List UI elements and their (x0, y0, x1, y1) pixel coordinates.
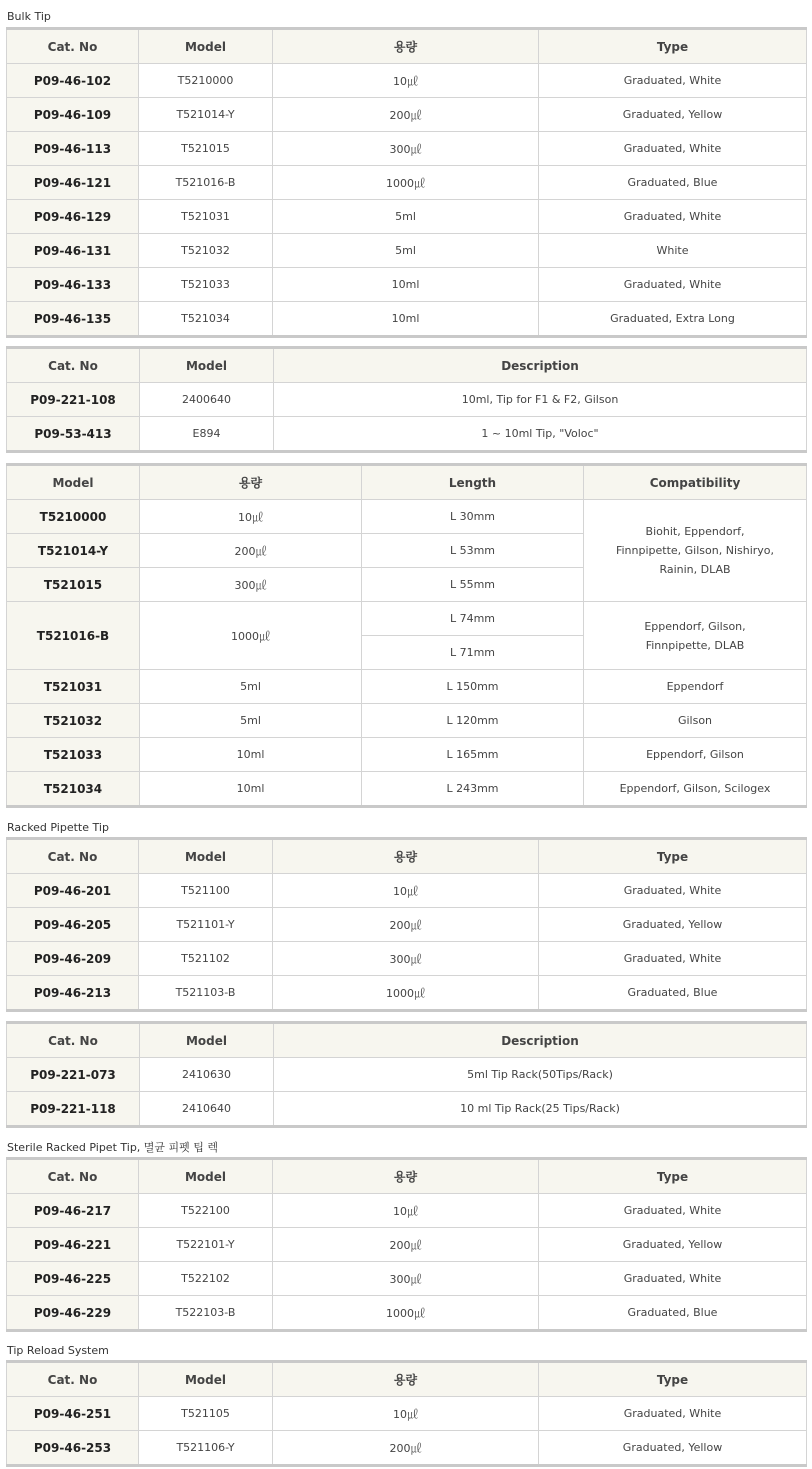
description-cell: 10 ml Tip Rack(25 Tips/Rack) (274, 1092, 807, 1127)
section-title-sterile-racked-pipet-tip: Sterile Racked Pipet Tip, 멸균 피펫 팁 렉 (7, 1141, 219, 1154)
model-cell: 2410640 (140, 1092, 274, 1127)
cat-no-cell: P09-53-413 (7, 417, 140, 452)
model-cell: T522101-Y (139, 1228, 273, 1262)
cat-no-cell: P09-221-118 (7, 1092, 140, 1127)
model-cell: E894 (140, 417, 274, 452)
table-row (7, 874, 807, 908)
table-row (7, 200, 807, 234)
model-cell: T521033 (7, 738, 140, 772)
description-header: Description (274, 1023, 807, 1058)
capacity-cell: 10㎕ (273, 64, 539, 98)
type-cell: Graduated, White (539, 1397, 807, 1431)
cat-no-cell: P09-46-109 (7, 98, 139, 132)
compatibility-cell: Biohit, Eppendorf, Finnpipette, Gilson, Nishiryo, Rainin, DLAB (584, 500, 807, 602)
capacity-cell: 300㎕ (273, 132, 539, 166)
capacity-cell: 300㎕ (273, 1262, 539, 1296)
cat-no-header: Cat. No (7, 1023, 140, 1058)
capacity-cell: 300㎕ (140, 568, 362, 602)
type-cell: Graduated, Blue (539, 1296, 807, 1331)
capacity-cell: 1000㎕ (273, 1296, 539, 1331)
capacity-cell: 10ml (140, 738, 362, 772)
section-title-tip-reload-system: Tip Reload System (7, 1344, 109, 1357)
model-cell: T521034 (139, 302, 273, 337)
model-cell: T521014-Y (7, 534, 140, 568)
model-header: Model (139, 839, 273, 874)
model-header: Model (139, 1159, 273, 1194)
model-cell: T521032 (139, 234, 273, 268)
table-row (7, 1058, 807, 1092)
model-cell: T521102 (139, 942, 273, 976)
capacity-cell: 1000㎕ (140, 602, 362, 670)
cat-no-cell: P09-46-121 (7, 166, 139, 200)
length-cell: L 165mm (362, 738, 584, 772)
cat-no-cell: P09-46-225 (7, 1262, 139, 1296)
type-cell: Graduated, Yellow (539, 1228, 807, 1262)
length-cell: L 53mm (362, 534, 584, 568)
column-header: 용량 (140, 465, 362, 500)
table-row (7, 166, 807, 200)
model-cell: 2400640 (140, 383, 274, 417)
description-header: Description (274, 348, 807, 383)
cat-no-cell: P09-46-229 (7, 1296, 139, 1331)
tip-reload-system-table (6, 1360, 807, 1467)
table-row (7, 772, 807, 807)
type-cell: Graduated, White (539, 1262, 807, 1296)
cat-no-cell: P09-46-221 (7, 1228, 139, 1262)
compatibility-cell: Eppendorf (584, 670, 807, 704)
table-row (7, 670, 807, 704)
cat-no-cell: P09-46-217 (7, 1194, 139, 1228)
compatibility-table (6, 463, 807, 808)
model-cell: T5210000 (7, 500, 140, 534)
cat-no-cell: P09-46-209 (7, 942, 139, 976)
table-row (7, 234, 807, 268)
table-row (7, 417, 807, 452)
type-header: Type (539, 1362, 807, 1397)
capacity-cell: 200㎕ (273, 98, 539, 132)
table-row (7, 976, 807, 1011)
cat-no-cell: P09-46-131 (7, 234, 139, 268)
cat-no-cell: P09-46-205 (7, 908, 139, 942)
table-row (7, 1262, 807, 1296)
cat-no-cell: P09-46-133 (7, 268, 139, 302)
type-cell: Graduated, Yellow (539, 908, 807, 942)
description-cell: 5ml Tip Rack(50Tips/Rack) (274, 1058, 807, 1092)
capacity-header: 용량 (273, 1159, 539, 1194)
type-cell: Graduated, Blue (539, 166, 807, 200)
model-cell: 2410630 (140, 1058, 274, 1092)
type-cell: Graduated, White (539, 874, 807, 908)
cat-no-header: Cat. No (7, 1159, 139, 1194)
length-cell: L 55mm (362, 568, 584, 602)
table-row (7, 942, 807, 976)
model-cell: T522102 (139, 1262, 273, 1296)
model-cell: T521033 (139, 268, 273, 302)
model-cell: T521016-B (7, 602, 140, 670)
compatibility-cell: Eppendorf, Gilson, Scilogex (584, 772, 807, 807)
type-cell: Graduated, White (539, 942, 807, 976)
capacity-cell: 200㎕ (273, 1228, 539, 1262)
cat-no-cell: P09-46-129 (7, 200, 139, 234)
racked-pipette-tip-table (6, 837, 807, 1012)
cat-no-header: Cat. No (7, 1362, 139, 1397)
model-cell: T522103-B (139, 1296, 273, 1331)
type-cell: Graduated, Yellow (539, 1431, 807, 1466)
description-cell: 10ml, Tip for F1 & F2, Gilson (274, 383, 807, 417)
cat-no-header: Cat. No (7, 348, 140, 383)
type-cell: Graduated, White (539, 64, 807, 98)
cat-no-cell: P09-46-135 (7, 302, 139, 337)
capacity-cell: 5ml (140, 704, 362, 738)
table-row (7, 383, 807, 417)
capacity-cell: 5ml (140, 670, 362, 704)
model-cell: T521014-Y (139, 98, 273, 132)
capacity-cell: 200㎕ (273, 1431, 539, 1466)
type-cell: Graduated, White (539, 132, 807, 166)
model-header: Model (140, 1023, 274, 1058)
model-cell: T521034 (7, 772, 140, 807)
cat-no-cell: P09-221-073 (7, 1058, 140, 1092)
capacity-cell: 5ml (273, 200, 539, 234)
bulk-tip-table (6, 27, 807, 338)
section-title-racked-pipette-tip: Racked Pipette Tip (7, 821, 109, 834)
capacity-cell: 200㎕ (140, 534, 362, 568)
table-row (7, 1296, 807, 1331)
capacity-cell: 1000㎕ (273, 166, 539, 200)
capacity-cell: 10ml (140, 772, 362, 807)
table-row (7, 302, 807, 337)
table-row (7, 500, 807, 534)
model-cell: T521015 (7, 568, 140, 602)
description-cell: 1 ~ 10ml Tip, "Voloc" (274, 417, 807, 452)
model-header: Model (140, 348, 274, 383)
cat-no-header: Cat. No (7, 839, 139, 874)
capacity-cell: 10ml (273, 302, 539, 337)
model-cell: T521100 (139, 874, 273, 908)
cat-no-cell: P09-221-108 (7, 383, 140, 417)
model-cell: T521016-B (139, 166, 273, 200)
type-cell: Graduated, Yellow (539, 98, 807, 132)
type-cell: Graduated, White (539, 200, 807, 234)
capacity-cell: 1000㎕ (273, 976, 539, 1011)
model-header: Model (139, 29, 273, 64)
table-row (7, 704, 807, 738)
cat-no-cell: P09-46-201 (7, 874, 139, 908)
capacity-cell: 5ml (273, 234, 539, 268)
capacity-cell: 10㎕ (273, 1397, 539, 1431)
model-cell: T521105 (139, 1397, 273, 1431)
table-row (7, 64, 807, 98)
table-row (7, 268, 807, 302)
table-row (7, 1228, 807, 1262)
length-cell: L 243mm (362, 772, 584, 807)
cat-no-header: Cat. No (7, 29, 139, 64)
type-header: Type (539, 29, 807, 64)
cat-no-cell: P09-46-113 (7, 132, 139, 166)
cat-no-cell: P09-46-251 (7, 1397, 139, 1431)
racked-description-table (6, 1021, 807, 1128)
table-row (7, 602, 807, 636)
type-cell: Graduated, White (539, 268, 807, 302)
table-row (7, 98, 807, 132)
length-cell: L 71mm (362, 636, 584, 670)
model-cell: T521015 (139, 132, 273, 166)
compatibility-cell: Eppendorf, Gilson, Finnpipette, DLAB (584, 602, 807, 670)
column-header: Length (362, 465, 584, 500)
model-cell: T521031 (139, 200, 273, 234)
length-cell: L 74mm (362, 602, 584, 636)
table-row (7, 1431, 807, 1466)
length-cell: L 120mm (362, 704, 584, 738)
capacity-header: 용량 (273, 29, 539, 64)
cat-no-cell: P09-46-102 (7, 64, 139, 98)
capacity-cell: 10㎕ (273, 874, 539, 908)
compatibility-cell: Eppendorf, Gilson (584, 738, 807, 772)
model-cell: T521101-Y (139, 908, 273, 942)
column-header: Compatibility (584, 465, 807, 500)
table-row (7, 1194, 807, 1228)
length-cell: L 30mm (362, 500, 584, 534)
capacity-cell: 10㎕ (140, 500, 362, 534)
bulk-tip-description-table (6, 346, 807, 453)
compatibility-cell: Gilson (584, 704, 807, 738)
model-cell: T522100 (139, 1194, 273, 1228)
table-row (7, 132, 807, 166)
cat-no-cell: P09-46-253 (7, 1431, 139, 1466)
cat-no-cell: P09-46-213 (7, 976, 139, 1011)
length-cell: L 150mm (362, 670, 584, 704)
capacity-header: 용량 (273, 839, 539, 874)
table-row (7, 908, 807, 942)
type-cell: Graduated, White (539, 1194, 807, 1228)
section-title-bulk-tip: Bulk Tip (7, 10, 51, 23)
type-cell: Graduated, Blue (539, 976, 807, 1011)
type-header: Type (539, 1159, 807, 1194)
capacity-cell: 10㎕ (273, 1194, 539, 1228)
model-cell: T521031 (7, 670, 140, 704)
column-header: Model (7, 465, 140, 500)
table-row (7, 1092, 807, 1127)
capacity-cell: 200㎕ (273, 908, 539, 942)
type-cell: White (539, 234, 807, 268)
capacity-cell: 300㎕ (273, 942, 539, 976)
model-cell: T521106-Y (139, 1431, 273, 1466)
type-header: Type (539, 839, 807, 874)
table-row (7, 1397, 807, 1431)
model-cell: T521103-B (139, 976, 273, 1011)
table-row (7, 738, 807, 772)
capacity-cell: 10ml (273, 268, 539, 302)
type-cell: Graduated, Extra Long (539, 302, 807, 337)
model-cell: T521032 (7, 704, 140, 738)
model-header: Model (139, 1362, 273, 1397)
sterile-racked-pipet-tip-table (6, 1157, 807, 1332)
capacity-header: 용량 (273, 1362, 539, 1397)
model-cell: T5210000 (139, 64, 273, 98)
